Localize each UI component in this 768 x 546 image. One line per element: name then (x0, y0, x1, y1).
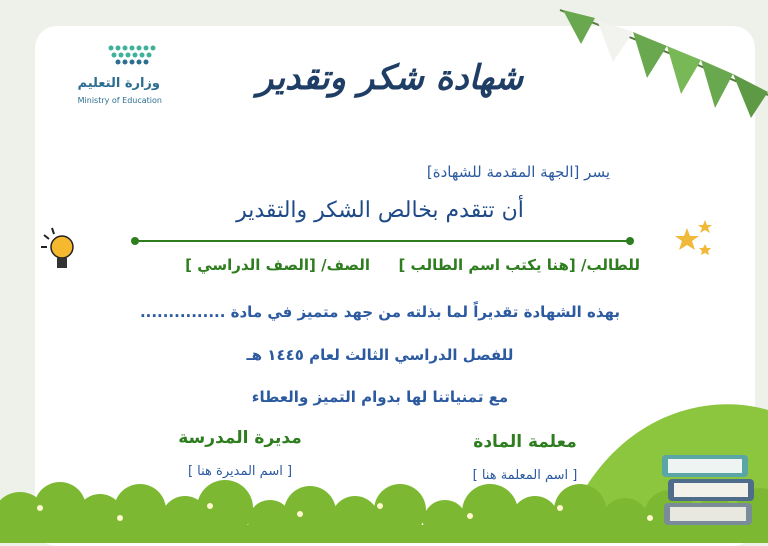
divider-dot-left (131, 237, 139, 245)
grass-icon (0, 380, 768, 543)
body-line-1: بهذه الشهادة تقديراً لما بذلته من جهد متميز في مادة ............... (139, 303, 621, 321)
presenter-line: يسر [الجهة المقدمة للشهادة] (426, 163, 610, 181)
thanks-line: أن تتقدم بخالص الشكر والتقدير (236, 198, 524, 223)
student-label: للطالب/ [هنا يكتب اسم الطالب ] (398, 256, 640, 274)
ministry-name-ar: وزارة التعليم (77, 76, 160, 91)
ministry-logo (60, 42, 160, 112)
certificate-title: شهادة شكر وتقدير (256, 58, 524, 98)
teacher-name: [ اسم المعلمة هنا ] (472, 468, 578, 483)
bunting-icon (555, 0, 768, 120)
ministry-name-en: Ministry of Education (77, 96, 162, 105)
lightbulb-icon (38, 225, 80, 275)
body-line-3: مع تمنياتنا لها بدوام التميز والعطاء (251, 388, 509, 406)
body-line-2: للفصل الدراسي الثالث لعام ١٤٤٥ هـ (246, 346, 514, 364)
teacher-title: معلمة المادة (473, 432, 577, 452)
divider (135, 240, 630, 242)
class-label: الصف/ [الصف الدراسي ] (185, 256, 370, 274)
stars-icon (665, 218, 715, 263)
principal-title: مديرة المدرسة (178, 428, 302, 448)
ministry-logo-icon (105, 42, 160, 72)
books-icon (660, 445, 760, 530)
principal-name: [ اسم المديرة هنا ] (187, 464, 293, 479)
divider-dot-right (626, 237, 634, 245)
